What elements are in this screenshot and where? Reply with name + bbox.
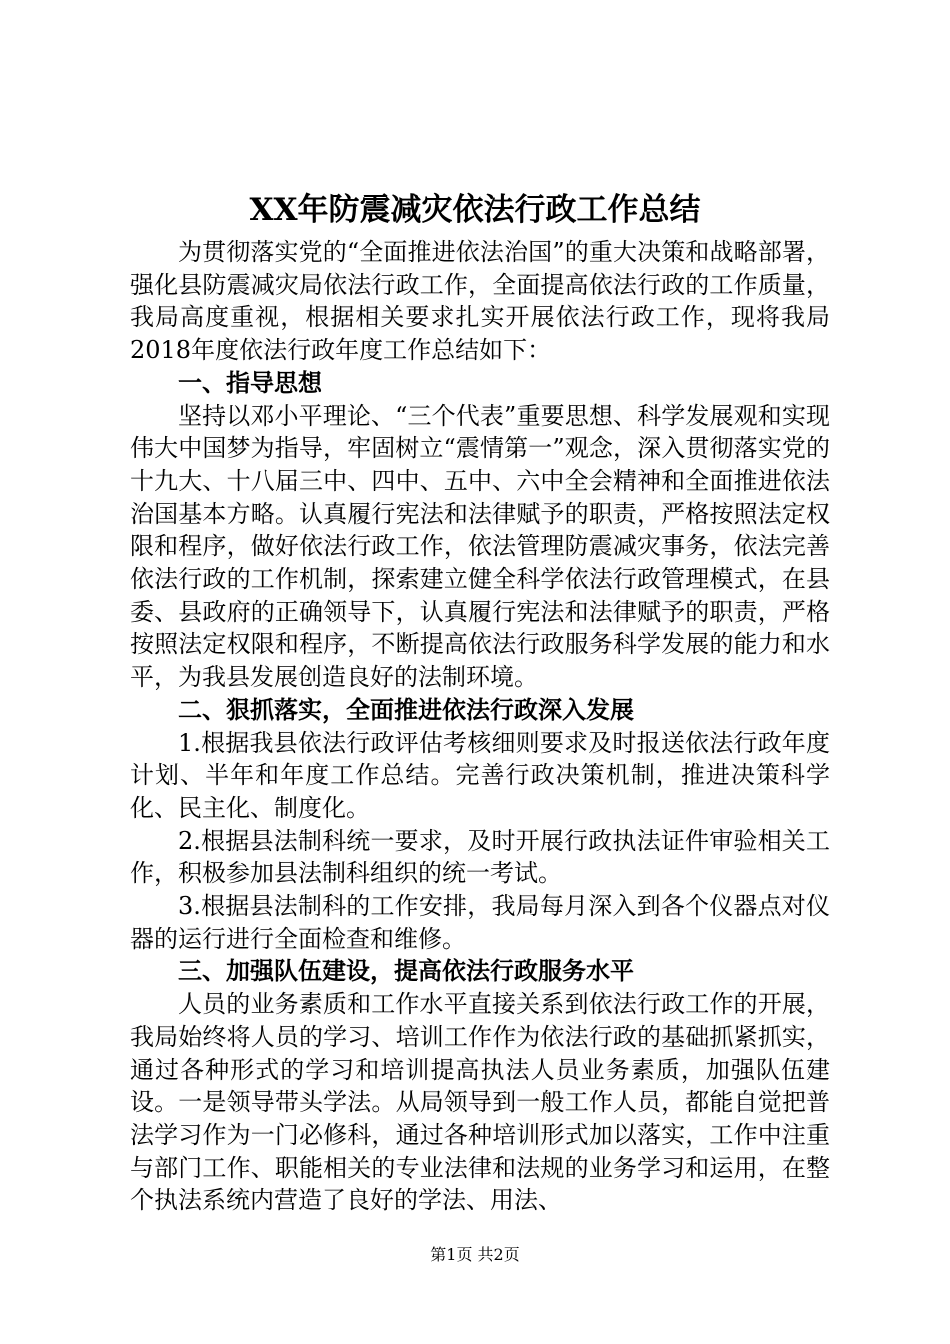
section-3-paragraph-1: 人员的业务素质和工作水平直接关系到依法行政工作的开展，我局始终将人员的学习、培训工作作为依法行政的基础抓紧抓实，通过各种形式的学习和培训提高执法人员业务素质，加强队伍建设。一是领导带头学法。从局领导到一般工作人员，都能自觉把普法学习作为一门必修科，通过各种培训形式加以落实，工作中注重与部门工作、职能相关的专业法律和法规的业务学习和运用，在整个执法系统内营造了良好的学法、用法、	[130, 990, 830, 1215]
document-title: XX年防震减灾依法行政工作总结	[249, 192, 701, 228]
section-2-paragraph-1: 1.根据我县依法行政评估考核细则要求及时报送依法行政年度计划、半年和年度工作总结。完善行政决策机制，推进决策科学化、民主化、制度化。	[130, 728, 830, 822]
page-footer: 第1页 共2页	[430, 1245, 520, 1264]
section-heading-2: 二、狠抓落实，全面推进依法行政深入发展	[178, 694, 634, 724]
section-heading-1: 一、指导思想	[178, 367, 322, 397]
section-1-paragraph-1: 坚持以邓小平理论、“三个代表”重要思想、科学发展观和实现伟大中国梦为指导，牢固树立“震情第一”观念，深入贯彻落实党的十九大、十八届三中、四中、五中、六中全会精神和全面推进依法治国基本方略。认真履行宪法和法律赋予的职责，严格按照法定权限和程序，做好依法行政工作，依法管理防震减灾事务，依法完善依法行政的工作机制，探索建立健全科学依法行政管理模式，在县委、县政府的正确领导下，认真履行宪法和法律赋予的职责，严格按照法定权限和程序，不断提高依法行政服务科学发展的能力和水平，为我县发展创造良好的法制环境。	[130, 401, 830, 692]
document-body	[130, 236, 830, 1217]
intro-paragraph: 为贯彻落实党的“全面推进依法治国”的重大决策和战略部署，强化县防震减灾局依法行政工作，全面提高依法行政的工作质量，我局高度重视，根据相关要求扎实开展依法行政工作，现将我局2018年度依法行政年度工作总结如下：	[130, 238, 830, 365]
section-heading-3: 三、加强队伍建设，提高依法行政服务水平	[178, 956, 634, 986]
section-2-paragraph-2: 2.根据县法制科统一要求，及时开展行政执法证件审验相关工作，积极参加县法制科组织的统一考试。	[130, 826, 830, 888]
section-2-paragraph-3: 3.根据县法制科的工作安排，我局每月深入到各个仪器点对仪器的运行进行全面检查和维修。	[130, 892, 830, 953]
